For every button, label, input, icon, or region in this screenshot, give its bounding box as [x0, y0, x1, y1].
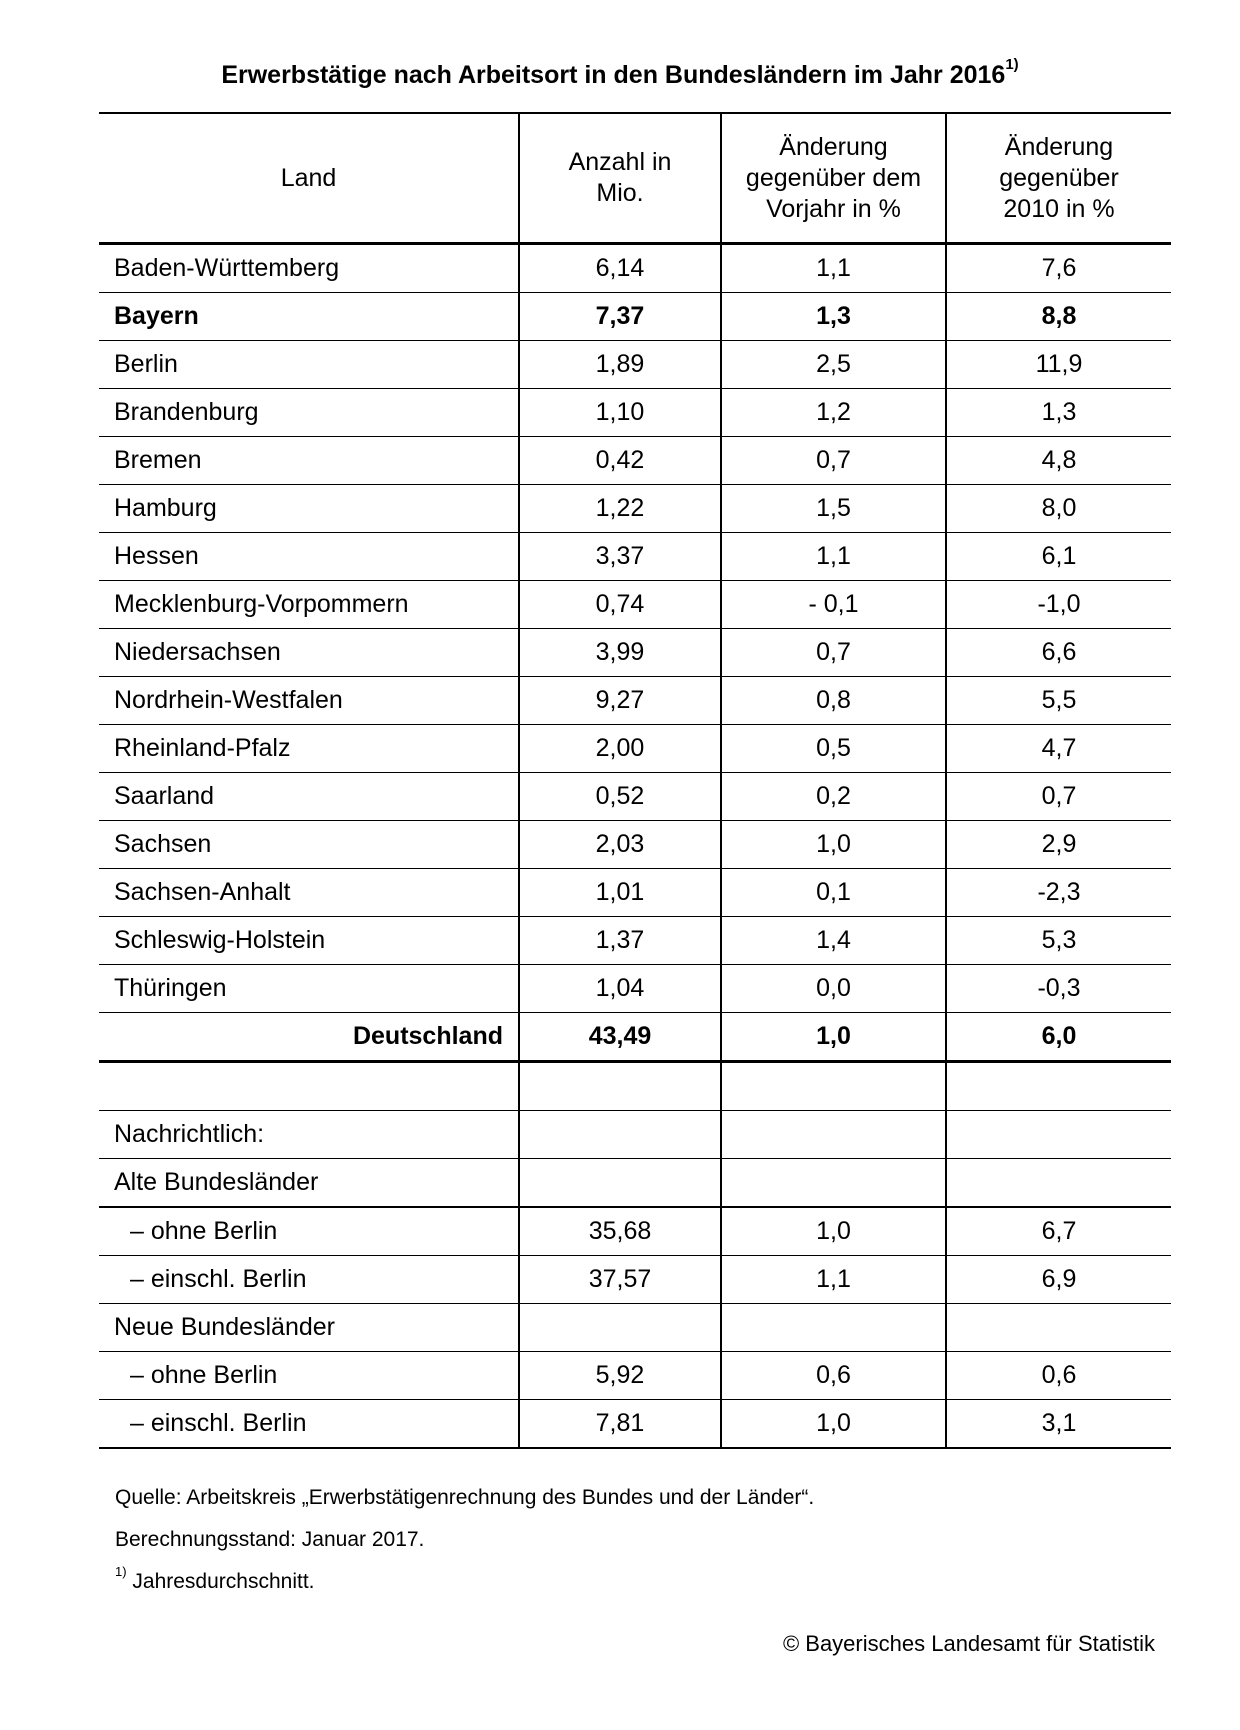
cell-anzahl: 3,99	[519, 629, 721, 677]
title-text: Erwerbstätige nach Arbeitsort in den Bundesländern im Jahr 2016	[221, 61, 1006, 89]
cell-anzahl: 7,37	[519, 293, 721, 341]
total-vorjahr: 1,0	[721, 1013, 946, 1062]
cell-land: Sachsen	[99, 821, 519, 869]
table-row	[99, 244, 1171, 293]
cell-seit2010: 5,5	[946, 677, 1171, 725]
cell-anzahl: 1,89	[519, 341, 721, 389]
cell-anzahl: 2,03	[519, 821, 721, 869]
memo-label: Nachrichtlich:	[99, 1111, 519, 1159]
cell-seit2010: 4,7	[946, 725, 1171, 773]
cell-seit2010: 4,8	[946, 437, 1171, 485]
spacer-row	[99, 1062, 1171, 1111]
neue-ohne-vorjahr: 0,6	[721, 1352, 946, 1400]
cell-seit2010: 5,3	[946, 917, 1171, 965]
neue-einschl-vorjahr: 1,0	[721, 1400, 946, 1449]
cell-vorjahr: 0,1	[721, 869, 946, 917]
cell-vorjahr: 2,5	[721, 341, 946, 389]
table-title	[0, 56, 1240, 90]
cell-vorjahr: 0,7	[721, 629, 946, 677]
footnote	[115, 1564, 315, 1595]
total-seit2010: 6,0	[946, 1013, 1171, 1062]
cell-anzahl: 1,37	[519, 917, 721, 965]
alte-einschl-vorjahr: 1,1	[721, 1256, 946, 1304]
cell-vorjahr: 0,8	[721, 677, 946, 725]
table-row	[99, 677, 1171, 725]
cell-anzahl: 3,37	[519, 533, 721, 581]
cell-seit2010: 8,8	[946, 293, 1171, 341]
alte-einschl-anzahl: 37,57	[519, 1256, 721, 1304]
total-land: Deutschland	[99, 1013, 519, 1062]
cell-land: Schleswig-Holstein	[99, 917, 519, 965]
cell-seit2010: 11,9	[946, 341, 1171, 389]
cell-land: Berlin	[99, 341, 519, 389]
table-row	[99, 821, 1171, 869]
table-row	[99, 917, 1171, 965]
footnote-mark: 1)	[115, 1564, 127, 1579]
cell-anzahl: 1,10	[519, 389, 721, 437]
cell-anzahl: 1,04	[519, 965, 721, 1013]
cell-land: Baden-Württemberg	[99, 244, 519, 293]
cell-anzahl: 2,00	[519, 725, 721, 773]
copyright-notice: © Bayerisches Landesamt für Statistik	[782, 1631, 1155, 1656]
cell-land: Sachsen-Anhalt	[99, 869, 519, 917]
alte-label-row	[99, 1159, 1171, 1208]
cell-vorjahr: - 0,1	[721, 581, 946, 629]
cell-anzahl: 0,74	[519, 581, 721, 629]
cell-seit2010: 6,1	[946, 533, 1171, 581]
cell-land: Bayern	[99, 293, 519, 341]
cell-vorjahr: 1,0	[721, 821, 946, 869]
header-seit2010: Änderung gegenüber 2010 in %	[946, 113, 1171, 244]
cell-land: Nordrhein-Westfalen	[99, 677, 519, 725]
cell-vorjahr: 1,1	[721, 533, 946, 581]
neue-ohne-anzahl: 5,92	[519, 1352, 721, 1400]
header-row	[99, 113, 1171, 244]
neue-einschl-anzahl: 7,81	[519, 1400, 721, 1449]
cell-land: Niedersachsen	[99, 629, 519, 677]
cell-vorjahr: 1,3	[721, 293, 946, 341]
cell-anzahl: 1,22	[519, 485, 721, 533]
alte-ohne-anzahl: 35,68	[519, 1207, 721, 1256]
cell-seit2010: 0,7	[946, 773, 1171, 821]
table-row	[99, 725, 1171, 773]
source-note: Quelle: Arbeitskreis „Erwerbstätigenrechnung des Bundes und der Länder“.	[115, 1486, 815, 1509]
alte-label: Alte Bundesländer	[99, 1159, 519, 1208]
cell-vorjahr: 0,2	[721, 773, 946, 821]
employment-table	[99, 112, 1171, 1449]
cell-land: Rheinland-Pfalz	[99, 725, 519, 773]
table-row	[99, 533, 1171, 581]
alte-einschl-land: – einschl. Berlin	[99, 1256, 519, 1304]
alte-ohne-seit2010: 6,7	[946, 1207, 1171, 1256]
table-row	[99, 629, 1171, 677]
table-row	[99, 437, 1171, 485]
table-row	[99, 389, 1171, 437]
table-row	[99, 965, 1171, 1013]
table-row	[99, 293, 1171, 341]
alte-ohne-row	[99, 1207, 1171, 1256]
cell-seit2010: -0,3	[946, 965, 1171, 1013]
cell-seit2010: -2,3	[946, 869, 1171, 917]
cell-seit2010: 6,6	[946, 629, 1171, 677]
neue-ohne-row	[99, 1352, 1171, 1400]
cell-seit2010: 2,9	[946, 821, 1171, 869]
table-row	[99, 485, 1171, 533]
cell-vorjahr: 1,2	[721, 389, 946, 437]
cell-land: Hessen	[99, 533, 519, 581]
cell-seit2010: -1,0	[946, 581, 1171, 629]
title-footnote-mark: 1)	[1005, 56, 1019, 73]
neue-label: Neue Bundesländer	[99, 1304, 519, 1352]
footnote-text: Jahresdurchschnitt.	[132, 1570, 315, 1593]
cell-vorjahr: 0,7	[721, 437, 946, 485]
neue-label-row	[99, 1304, 1171, 1352]
header-vorjahr: Änderung gegenüber dem Vorjahr in %	[721, 113, 946, 244]
alte-ohne-vorjahr: 1,0	[721, 1207, 946, 1256]
header-anzahl: Anzahl in Mio.	[519, 113, 721, 244]
cell-anzahl: 0,42	[519, 437, 721, 485]
neue-einschl-row	[99, 1400, 1171, 1449]
cell-land: Saarland	[99, 773, 519, 821]
cell-seit2010: 8,0	[946, 485, 1171, 533]
cell-land: Hamburg	[99, 485, 519, 533]
cell-vorjahr: 1,5	[721, 485, 946, 533]
cell-land: Thüringen	[99, 965, 519, 1013]
header-land: Land	[99, 113, 519, 244]
neue-einschl-seit2010: 3,1	[946, 1400, 1171, 1449]
cell-anzahl: 6,14	[519, 244, 721, 293]
alte-einschl-seit2010: 6,9	[946, 1256, 1171, 1304]
cell-seit2010: 1,3	[946, 389, 1171, 437]
neue-ohne-land: – ohne Berlin	[99, 1352, 519, 1400]
table-row	[99, 773, 1171, 821]
cell-anzahl: 0,52	[519, 773, 721, 821]
total-row	[99, 1013, 1171, 1062]
cell-vorjahr: 1,4	[721, 917, 946, 965]
memo-label-row	[99, 1111, 1171, 1159]
table-row	[99, 581, 1171, 629]
cell-seit2010: 7,6	[946, 244, 1171, 293]
total-anzahl: 43,49	[519, 1013, 721, 1062]
alte-einschl-row	[99, 1256, 1171, 1304]
cell-anzahl: 9,27	[519, 677, 721, 725]
cell-vorjahr: 0,5	[721, 725, 946, 773]
cell-land: Mecklenburg-Vorpommern	[99, 581, 519, 629]
alte-ohne-land: – ohne Berlin	[99, 1207, 519, 1256]
calculation-status-note: Berechnungsstand: Januar 2017.	[115, 1528, 425, 1551]
neue-einschl-land: – einschl. Berlin	[99, 1400, 519, 1449]
cell-land: Bremen	[99, 437, 519, 485]
cell-anzahl: 1,01	[519, 869, 721, 917]
cell-land: Brandenburg	[99, 389, 519, 437]
cell-vorjahr: 1,1	[721, 244, 946, 293]
table-row	[99, 341, 1171, 389]
cell-vorjahr: 0,0	[721, 965, 946, 1013]
neue-ohne-seit2010: 0,6	[946, 1352, 1171, 1400]
table-row	[99, 869, 1171, 917]
